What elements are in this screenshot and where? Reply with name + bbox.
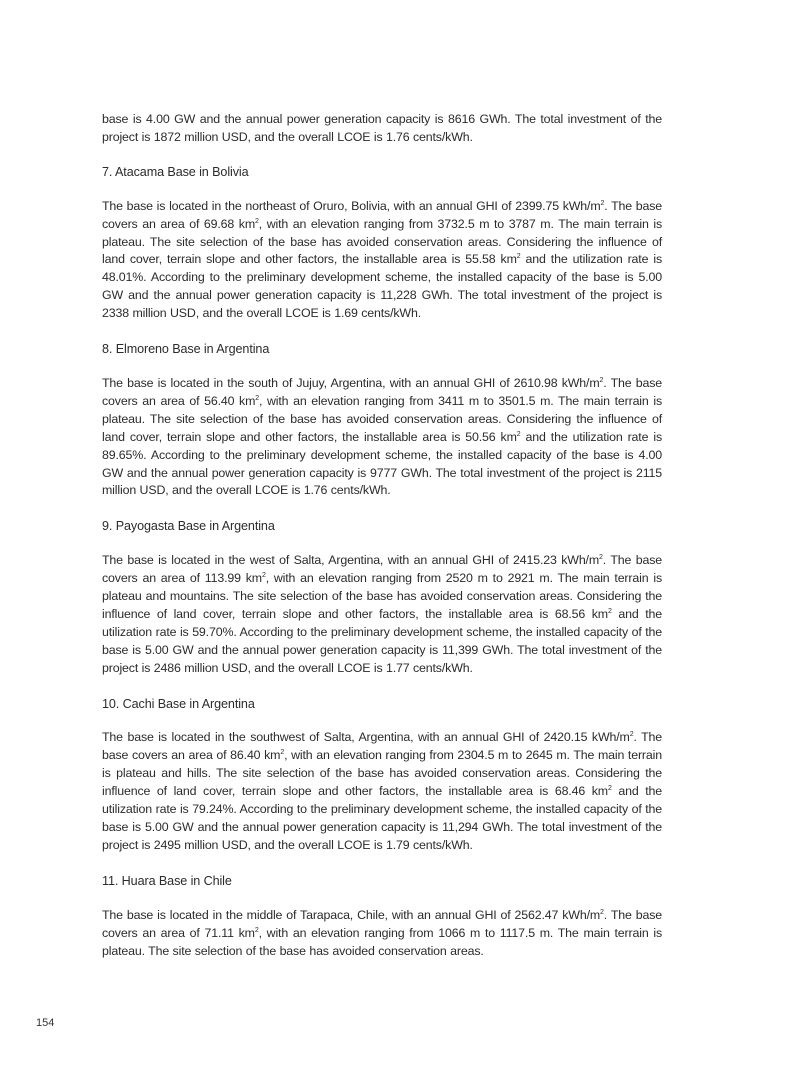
section-heading: 8. Elmoreno Base in Argentina xyxy=(102,342,270,357)
section-atacama-base xyxy=(102,164,662,323)
section-heading: 9. Payogasta Base in Argentina xyxy=(102,519,275,534)
page-number: 154 xyxy=(36,1017,55,1029)
section-heading: 11. Huara Base in Chile xyxy=(102,873,232,888)
section-elmoreno-base xyxy=(102,341,662,500)
section-huara-base xyxy=(102,873,662,961)
intro-paragraph: base is 4.00 GW and the annual power generation capacity is 8616 GWh. The total investment of the project is 1872 million USD, and the overall LCOE is 1.76 cents/kWh. xyxy=(102,112,662,144)
section-heading: 10. Cachi Base in Argentina xyxy=(102,696,255,711)
section-paragraph: The base is located in the southwest of Salta, Argentina, with an annual GHI of 2420.15 kWh/$m^2$. The base covers an area of 86.40 $km^2$, with an elevation ranging from 2304.5 m to 2645 m. The main terrain is plateau and hills. The site selection of the base has avoided conservation areas. Considering the influence of land cover, terrain slope and other factors, the installable area is 68.46 $km^2$ and the utilization rate is 79.24%. According to the preliminary development scheme, the installed capacity of the base is 5.00 GW and the annual power generation capacity is 11,294 GWh. The total investment of the project is 2495 million USD, and the overall LCOE is 1.79 cents/kWh. xyxy=(102,730,663,852)
section-payogasta-base xyxy=(102,518,662,677)
section-paragraph: The base is located in the middle of Tarapaca, Chile, with an annual GHI of 2562.47 kWh/$m^2$. The base covers an area of 71.11 $km^2$, with an elevation ranging from 1066 m to 1117.5 m. The main terrain is plateau. The site selection of the base has avoided conservation areas. xyxy=(102,907,663,958)
section-heading: 7. Atacama Base in Bolivia xyxy=(102,164,249,179)
section-cachi-base xyxy=(102,696,662,855)
section-paragraph: The base is located in the south of Jujuy, Argentina, with an annual GHI of 2610.98 kWh/$m^2$. The base covers an area of 56.40 $km^2$, with an elevation ranging from 3411 m to 3501.5 m. The main terrain is plateau. The site selection of the base has avoided conservation areas. Considering the influence of land cover, terrain slope and other factors, the installable area is 50.56 $km^2$ and the utilization rate is 89.65%. According to the preliminary development scheme, the installed capacity of the base is 4.00 GW and the annual power generation capacity is 9777 GWh. The total investment of the project is 2115 million USD, and the overall LCOE is 1.76 cents/kWh. xyxy=(102,375,662,498)
section-paragraph: The base is located in the northeast of Oruro, Bolivia, with an annual GHI of 2399.75 kWh/$m^2$. The base covers an area of 69.68 $km^2$, with an elevation ranging from 3732.5 m to 3787 m. The main terrain is plateau. The site selection of the base has avoided conservation areas. Considering the influence of land cover, terrain slope and other factors, the installable area is 55.58 $km^2$ and the utilization rate is 48.01%. According to the preliminary development scheme, the installed capacity of the base is 5.00 GW and the annual power generation capacity is 11,228 GWh. The total investment of the project is 2338 million USD, and the overall LCOE is 1.69 cents/kWh. xyxy=(102,198,662,321)
section-paragraph: The base is located in the west of Salta, Argentina, with an annual GHI of 2415.23 kWh/$m^2$. The base covers an area of 113.99 $km^2$, with an elevation ranging from 2520 m to 2921 m. The main terrain is plateau and mountains. The site selection of the base has avoided conservation areas. Considering the influence of land cover, terrain slope and other factors, the installable area is 68.56 $km^2$ and the utilization rate is 59.70%. According to the preliminary development scheme, the installed capacity of the base is 5.00 GW and the annual power generation capacity is 11,399 GWh. The total investment of the project is 2486 million USD, and the overall LCOE is 1.77 cents/kWh. xyxy=(102,553,663,675)
document-body xyxy=(102,111,662,960)
